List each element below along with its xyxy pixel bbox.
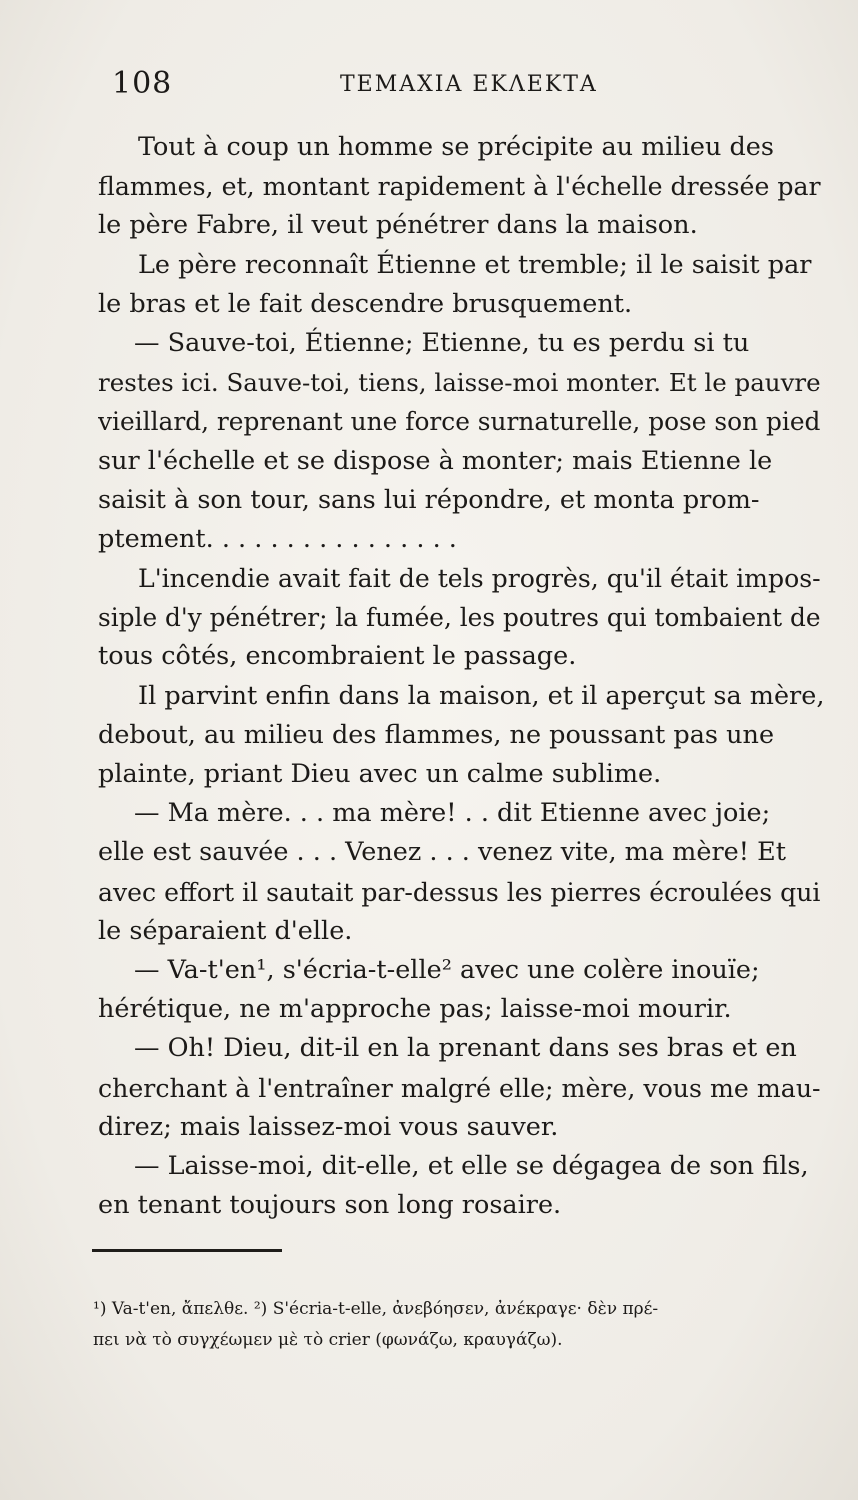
text-line: debout, au milieu des flammes, ne poussant pas une: [98, 719, 775, 750]
text-line: siple d'y pénétrer; la fumée, les poutres qui tombaient de: [98, 603, 821, 633]
text-line: — Ma mère. . . ma mère! . . dit Etienne avec joie;: [134, 798, 771, 829]
footnote-rule: [92, 1249, 282, 1252]
text-line: restes ici. Sauve-toi, tiens, laisse-moi monter. Et le pauvre: [98, 368, 821, 398]
text-line: — Laisse-moi, dit-elle, et elle se dégagea de son fils,: [134, 1150, 809, 1181]
text-line: Tout à coup un homme se précipite au milieu des: [138, 132, 774, 162]
running-title: ΤΕΜΑΧΙΑ ΕΚΛΕΚΤΑ: [340, 72, 598, 97]
text-line: plainte, priant Dieu avec un calme sublime.: [98, 759, 662, 789]
text-line: elle est sauvée . . . Venez . . . venez vite, ma mère! Et: [98, 837, 786, 868]
text-line: — Oh! Dieu, dit-il en la prenant dans ses bras et en: [134, 1033, 797, 1064]
page-header: [112, 66, 812, 106]
footnote-line: ¹) Va-t'en, ἄπελθε. ²) S'écria-t-elle, ἀνεβόησεν, ἀνέκραγε· δὲν πρέ-: [93, 1299, 659, 1319]
text-line: flammes, et, montant rapidement à l'échelle dressée par: [98, 172, 821, 202]
text-line: direz; mais laissez-moi vous sauver.: [98, 1111, 559, 1142]
text-line: tous côtés, encombraient le passage.: [98, 641, 577, 672]
text-line: — Va-t'en¹, s'écria-t-elle² avec une colère inouïe;: [134, 954, 760, 985]
text-line: le père Fabre, il veut pénétrer dans la maison.: [98, 210, 698, 241]
text-line: Il parvint enfin dans la maison, et il aperçut sa mère,: [138, 680, 825, 711]
text-line: vieillard, reprenant une force surnaturelle, pose son pied: [98, 407, 821, 437]
text-line: avec effort il sautait par-dessus les pierres écroulées qui: [98, 877, 821, 907]
text-line: hérétique, ne m'approche pas; laisse-moi mourir.: [98, 994, 732, 1025]
text-line: le séparaient d'elle.: [98, 915, 353, 946]
text-line: cherchant à l'entraîner malgré elle; mère, vous me mau-: [98, 1073, 821, 1103]
text-line: en tenant toujours son long rosaire.: [98, 1190, 562, 1221]
page-number: 108: [112, 66, 173, 101]
body-text: [98, 128, 828, 1225]
text-line: Le père reconnaît Étienne et tremble; il le saisit par: [138, 249, 812, 280]
text-line: saisit à son tour, sans lui répondre, et monta prom-: [98, 484, 760, 515]
text-line: L'incendie avait fait de tels progrès, qu'il était impos-: [138, 564, 821, 594]
footnotes: [93, 1294, 825, 1356]
footnote-line: πει νὰ τὸ συγχέωμεν μὲ τὸ crier (φωνάζω, κραυγάζω).: [93, 1330, 563, 1350]
text-line: — Sauve-toi, Étienne; Etienne, tu es perdu si tu: [134, 327, 750, 358]
text-line: sur l'échelle et se dispose à monter; mais Etienne le: [98, 445, 773, 476]
text-line: ptement. . . . . . . . . . . . . . . .: [98, 523, 457, 554]
text-line: le bras et le fait descendre brusquement.: [98, 288, 633, 319]
